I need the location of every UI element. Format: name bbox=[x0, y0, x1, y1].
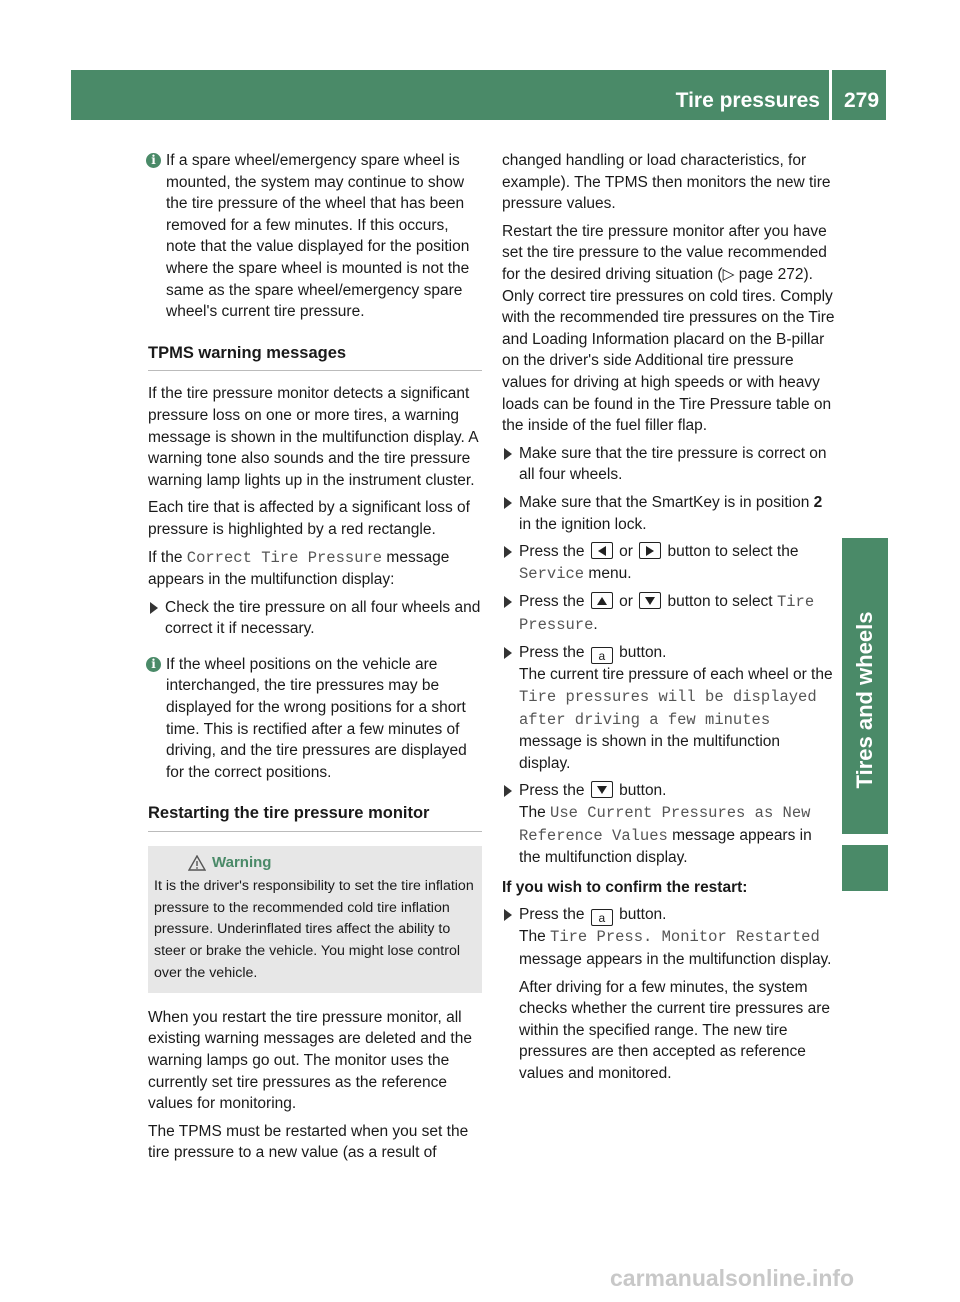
instruction-step: Press the button. The Use Current Pressures as New Reference Values message appears in the multifunction display. bbox=[502, 780, 835, 868]
down-button-icon bbox=[591, 781, 613, 798]
section-heading-restart: Restarting the tire pressure monitor bbox=[148, 797, 482, 832]
left-button-icon bbox=[591, 542, 613, 559]
info-icon: i bbox=[146, 153, 161, 168]
warning-text: It is the driver's responsibility to set the tire inflation pressure to the recommended cold tire inflation pressure. Underinflated tires affect the ability to steer or brake the vehicle. You might lose control over the vehicle. bbox=[154, 877, 474, 982]
instruction-step: Press the a button. The Tire Press. Monitor Restarted message appears in the multifunction display. After driving for a few minutes, the system checks whether the current tire pressures are within the specified range. The new tire pressures are then accepted as reference values and monitored. bbox=[502, 904, 835, 1084]
step-arrow-icon bbox=[504, 785, 512, 797]
note-text: If the wheel positions on the vehicle are interchanged, the tire pressures may be displayed for the wrong positions for a short time. This is rectified after a few minutes of driving, and the tire pressures are displayed for the correct positions. bbox=[166, 655, 467, 781]
subheading-confirm: If you wish to confirm the restart: bbox=[502, 878, 748, 896]
paragraph: If the Correct Tire Pressure message appears in the multifunction display: bbox=[148, 548, 450, 589]
page-title: Tire pressures bbox=[675, 89, 820, 112]
paragraph: changed handling or load characteristics, for example). The TPMS then monitors the new tire pressure values. bbox=[502, 152, 831, 213]
paragraph: Each tire that is affected by a significant loss of pressure is highlighted by a red rectangle. bbox=[148, 499, 470, 538]
step-arrow-icon bbox=[504, 497, 512, 509]
warning-title: Warning bbox=[212, 854, 272, 872]
info-note bbox=[148, 150, 482, 323]
down-button-icon bbox=[639, 592, 661, 609]
paragraph: When you restart the tire pressure monitor, all existing warning messages are deleted and the warning lamps go out. The monitor uses the currently set tire pressures as the reference values for monitoring. bbox=[148, 1008, 472, 1113]
chapter-marker bbox=[842, 845, 888, 891]
instruction-step: Make sure that the tire pressure is correct on all four wheels. bbox=[502, 443, 835, 486]
right-column bbox=[502, 150, 835, 1091]
step-arrow-icon bbox=[504, 546, 512, 558]
paragraph: If the tire pressure monitor detects a significant pressure loss on one or more tires, a warning message is shown in the multifunction display. A warning tone also sounds and the tire pressure warning lamp lights up in the instrument cluster. bbox=[148, 385, 478, 489]
display-message: Tire Press. Monitor Restarted bbox=[550, 928, 820, 947]
page-number: 279 bbox=[844, 89, 880, 112]
instruction-step: Make sure that the SmartKey is in position 2 in the ignition lock. bbox=[502, 492, 835, 535]
up-button-icon bbox=[591, 592, 613, 609]
paragraph: The TPMS must be restarted when you set the tire pressure to a new value (as a result of bbox=[148, 1122, 469, 1162]
instruction-step: Press the a button. The current tire pressure of each wheel or the Tire pressures will be displayed after driving a few minutes message is shown in the multifunction display. bbox=[502, 642, 835, 774]
instruction-step: Press the or button to select the Service menu. bbox=[502, 541, 835, 585]
section-heading-warnings: TPMS warning messages bbox=[148, 337, 482, 372]
warning-triangle-icon bbox=[188, 855, 206, 871]
step-arrow-icon bbox=[504, 596, 512, 608]
warning-box bbox=[148, 846, 482, 993]
info-note bbox=[148, 654, 482, 784]
left-column bbox=[148, 150, 482, 1170]
instruction-step: Check the tire pressure on all four wheels and correct it if necessary. bbox=[148, 597, 482, 640]
step-arrow-icon bbox=[504, 909, 512, 921]
menu-name: Service bbox=[519, 564, 585, 583]
display-message: Correct Tire Pressure bbox=[186, 548, 383, 567]
display-message: Use Current Pressures as New Reference Values bbox=[519, 804, 811, 845]
display-message: Tire pressures will be displayed after driving a few minutes bbox=[519, 688, 817, 729]
chapter-tab-label: Tires and wheels bbox=[852, 611, 878, 789]
menu-item-name: Tire Pressure bbox=[519, 593, 815, 634]
step-arrow-icon bbox=[150, 602, 158, 614]
right-button-icon bbox=[639, 542, 661, 559]
step-paragraph: After driving for a few minutes, the system checks whether the current tire pressures are within the specified range. The new tire pressures are then accepted as reference values and monitored. bbox=[519, 978, 830, 1082]
ok-button-icon: a bbox=[591, 909, 613, 926]
ok-button-icon: a bbox=[591, 647, 613, 664]
header-separator bbox=[829, 70, 832, 120]
page-reference[interactable]: ▷ page 272 bbox=[722, 265, 804, 283]
note-text: If a spare wheel/emergency spare wheel is mounted, the system may continue to show the tire pressure of the wheel that has been removed for a few minutes. If this occurs, note that the value displayed for the position where the spare wheel is mounted is not the same as the spare wheel/emergency spare wheel's current tire pressure. bbox=[166, 152, 470, 321]
instruction-step: Press the or button to select Tire Pressure. bbox=[502, 591, 835, 636]
info-icon: i bbox=[146, 657, 161, 672]
step-arrow-icon bbox=[504, 647, 512, 659]
step-arrow-icon bbox=[504, 448, 512, 460]
paragraph: Restart the tire pressure monitor after you have set the tire pressure to the value recommended for the desired driving situation (▷ page 272). Only correct tire pressures on cold tires. Comply with the recommended tire pressures on the Tire and Loading Information placard on the B-pillar on the driver's side Additional tire pressure values for driving at high speeds or with heavy loads can be found in the Tire Pressure table on the inside of the fuel filler flap. bbox=[502, 222, 835, 435]
watermark: carmanualsonline.info bbox=[610, 1265, 855, 1291]
